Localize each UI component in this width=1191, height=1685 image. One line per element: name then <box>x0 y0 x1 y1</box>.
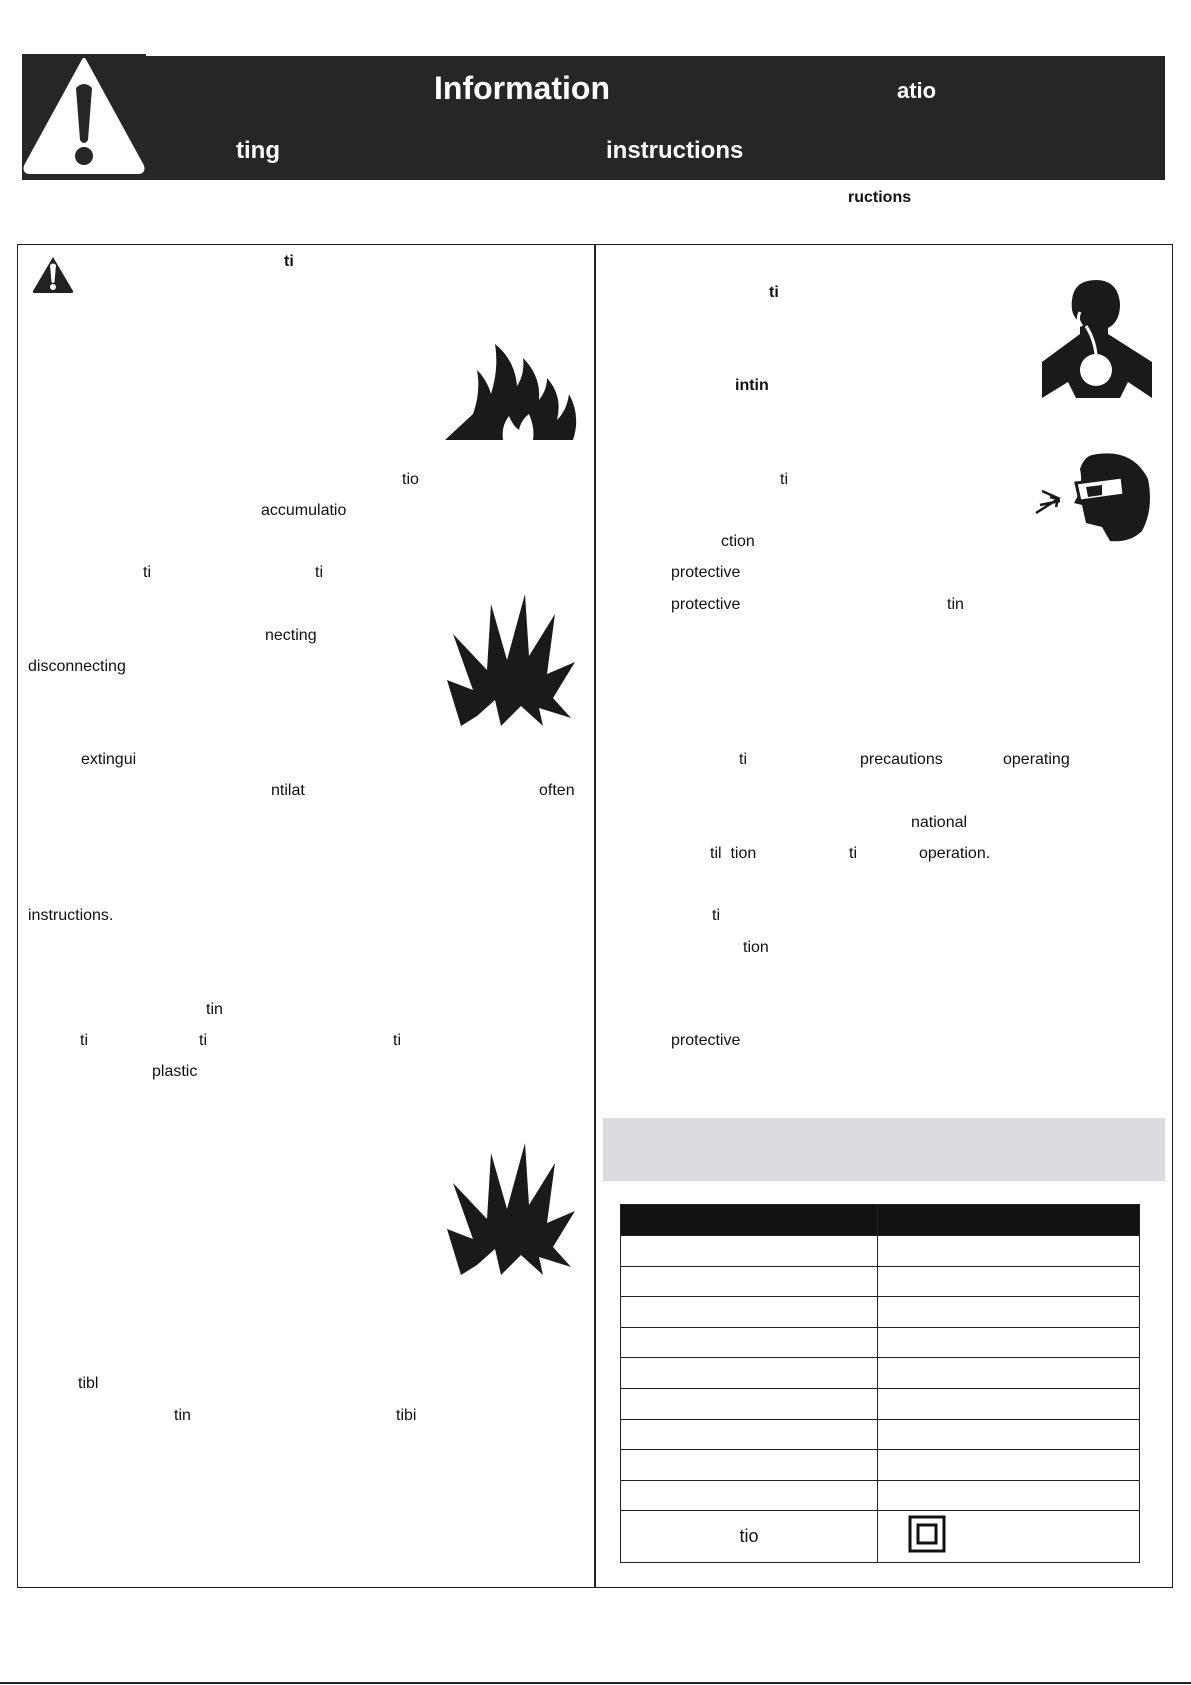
table-cell <box>621 1266 878 1297</box>
specifications-table <box>620 1204 1140 1563</box>
right-text-fragment: national <box>911 814 968 831</box>
header-subtitle-right: instructions <box>606 137 744 164</box>
table-header-row <box>621 1205 1140 1236</box>
eye-protection-icon <box>1034 447 1154 543</box>
specifications-band <box>603 1118 1165 1181</box>
table-cell <box>621 1450 878 1481</box>
left-text-fragment: extingui <box>81 751 137 768</box>
left-text-fragment: ntilat <box>271 782 305 799</box>
table-cell <box>878 1419 1140 1450</box>
left-text-fragment: ti <box>80 1032 88 1049</box>
left-text-fragment: accumulatio <box>261 502 347 519</box>
right-text-fragment: ti <box>849 845 857 862</box>
table-row <box>621 1419 1140 1450</box>
table-row <box>621 1297 1140 1328</box>
left-heading-fragment: ti <box>284 253 294 270</box>
header-below-text: ructions <box>848 189 912 206</box>
breathing-hazard-icon <box>1040 278 1155 398</box>
left-text-fragment: often <box>539 782 575 799</box>
right-text-fragment: protective <box>671 564 741 581</box>
right-text-fragment: ti <box>780 471 788 488</box>
right-text-fragment: ti <box>712 907 720 924</box>
header-title: Information <box>434 70 610 106</box>
table-cell <box>621 1236 878 1267</box>
left-text-fragment: necting <box>265 627 317 644</box>
footer-rule <box>0 1682 1191 1684</box>
table-row <box>621 1266 1140 1297</box>
right-text-fragment: protective <box>671 596 741 613</box>
right-text-fragment: ti <box>739 751 747 768</box>
right-text-fragment: ction <box>721 533 755 550</box>
right-text-fragment: intin <box>735 377 769 394</box>
table-row <box>621 1358 1140 1389</box>
table-cell <box>878 1450 1140 1481</box>
table-cell-class-label: tio <box>621 1511 878 1563</box>
table-row <box>621 1327 1140 1358</box>
header-subtitle-left: ting <box>236 137 280 164</box>
explosion-icon <box>443 594 579 728</box>
table-cell <box>621 1327 878 1358</box>
table-cell <box>878 1358 1140 1389</box>
table-cell <box>621 1358 878 1389</box>
right-text-fragment: til tion <box>710 845 757 862</box>
explosion-icon <box>443 1143 579 1277</box>
right-text-fragment: protective <box>671 1032 741 1049</box>
warning-triangle-icon <box>31 255 75 295</box>
double-insulation-icon <box>908 1515 946 1558</box>
left-text-fragment: tin <box>206 1001 223 1018</box>
left-text-fragment: ti <box>315 564 323 581</box>
left-text-fragment: ti <box>393 1032 401 1049</box>
table-cell <box>621 1388 878 1419</box>
table-row <box>621 1388 1140 1419</box>
table-cell <box>878 1388 1140 1419</box>
left-text-fragment: plastic <box>152 1063 198 1080</box>
table-cell <box>621 1297 878 1328</box>
table-cell <box>621 1419 878 1450</box>
left-text-fragment: tibi <box>396 1407 417 1424</box>
warning-triangle-icon <box>22 54 146 178</box>
table-cell <box>621 1205 878 1236</box>
right-text-fragment: operation. <box>919 845 991 862</box>
table-cell <box>878 1236 1140 1267</box>
table-row <box>621 1480 1140 1511</box>
left-text-fragment: ti <box>143 564 151 581</box>
right-text-fragment: tion <box>743 939 769 956</box>
table-row <box>621 1450 1140 1481</box>
left-text-fragment: tio <box>402 471 419 488</box>
right-text-fragment: operating <box>1003 751 1070 768</box>
left-text-fragment: tibl <box>78 1375 99 1392</box>
table-cell <box>621 1480 878 1511</box>
right-text-fragment: ti <box>769 284 779 301</box>
table-cell <box>878 1480 1140 1511</box>
left-text-fragment: disconnecting <box>28 658 126 675</box>
right-text-fragment: precautions <box>860 751 943 768</box>
table-cell <box>878 1297 1140 1328</box>
left-text-fragment: instructions. <box>28 907 114 924</box>
table-cell <box>878 1205 1140 1236</box>
table-cell <box>878 1327 1140 1358</box>
table-cell <box>878 1266 1140 1297</box>
left-text-fragment: tin <box>174 1407 191 1424</box>
table-row <box>621 1236 1140 1267</box>
right-text-fragment: tin <box>947 596 964 613</box>
left-text-fragment: ti <box>199 1032 207 1049</box>
table-row <box>621 1511 1140 1563</box>
table-cell <box>878 1511 1140 1563</box>
fire-icon <box>443 340 581 442</box>
header-title-fragment: atio <box>897 78 937 103</box>
